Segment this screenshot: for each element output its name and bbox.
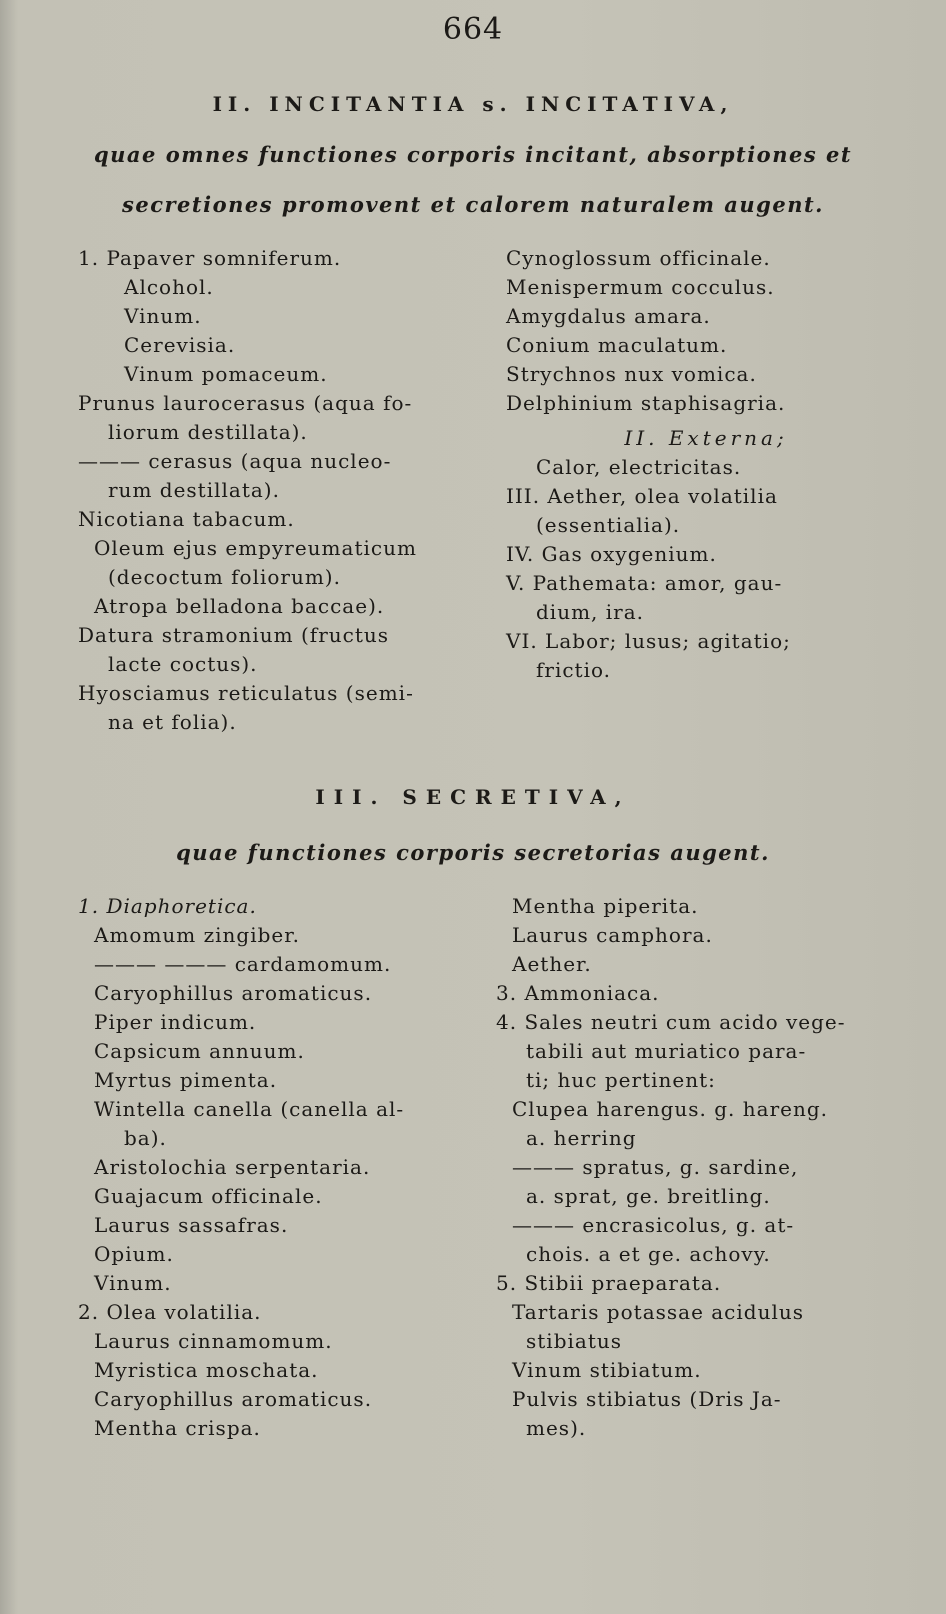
list-item: (decoctum foliorum). <box>108 565 341 589</box>
list-item: a. sprat, ge. breitling. <box>526 1184 771 1208</box>
list-item: Aether. <box>512 952 592 976</box>
list-item: Vinum. <box>124 304 202 328</box>
list-item: Opium. <box>94 1242 174 1266</box>
list-item: 2. Olea volatilia. <box>78 1300 262 1324</box>
list-item: Delphinium staphisagria. <box>506 391 786 415</box>
section-3-subtitle: quae functiones corporis secretorias augent. <box>176 840 770 865</box>
section-2-title: II. INCITANTIA s. INCITATIVA, <box>212 92 734 116</box>
list-item: Vinum stibiatum. <box>512 1358 702 1382</box>
list-item: ——— encrasicolus, g. at- <box>512 1213 795 1237</box>
list-item: liorum destillata). <box>108 420 308 444</box>
section-3-title: III. SECRETIVA, <box>315 785 631 809</box>
list-item: Piper indicum. <box>94 1010 257 1034</box>
list-item: dium, ira. <box>536 600 644 624</box>
page-number: 664 <box>442 12 504 47</box>
list-item: Nicotiana tabacum. <box>78 507 295 531</box>
list-item: IV. Gas oxygenium. <box>506 542 717 566</box>
list-item: Laurus sassafras. <box>94 1213 289 1237</box>
list-item: ti; huc pertinent: <box>526 1068 716 1092</box>
list-item: na et folia). <box>108 710 237 734</box>
list-item: Alcohol. <box>124 275 214 299</box>
list-item: Amygdalus amara. <box>506 304 711 328</box>
list-item: Cerevisia. <box>124 333 236 357</box>
list-item: Caryophillus aromaticus. <box>94 981 373 1005</box>
list-item: tabili aut muriatico para- <box>526 1039 807 1063</box>
list-item: (essentialia). <box>536 513 681 537</box>
list-item: Caryophillus aromaticus. <box>94 1387 373 1411</box>
list-item: Mentha piperita. <box>512 894 699 918</box>
list-item: ——— spratus, g. sardine, <box>512 1155 799 1179</box>
list-item: Wintella canella (canella al- <box>94 1097 405 1121</box>
list-item: ——— ——— cardamomum. <box>94 952 392 976</box>
list-item: Strychnos nux vomica. <box>506 362 757 386</box>
list-item: Laurus camphora. <box>512 923 713 947</box>
list-item: 1. Diaphoretica. <box>78 894 257 918</box>
list-item: Laurus cinnamomum. <box>94 1329 333 1353</box>
list-item: rum destillata). <box>108 478 280 502</box>
list-item: 5. Stibii praeparata. <box>496 1271 722 1295</box>
list-item: mes). <box>526 1416 587 1440</box>
list-item: V. Pathemata: amor, gau- <box>506 571 783 595</box>
list-item: Oleum ejus empyreumaticum <box>94 536 417 560</box>
section-2-subtitle-line1: quae omnes functiones corporis incitant, absorptiones et <box>93 142 853 167</box>
list-item: Tartaris potassae acidulus <box>512 1300 805 1324</box>
list-item: VI. Labor; lusus; agitatio; <box>506 629 791 653</box>
list-item: Conium maculatum. <box>506 333 728 357</box>
list-item: Myrtus pimenta. <box>94 1068 278 1092</box>
section-2-left-column <box>78 244 478 737</box>
list-item: Pulvis stibiatus (Dris Ja- <box>512 1387 782 1411</box>
list-item: Datura stramonium (fructus <box>78 623 390 647</box>
section-2-subtitle-line2: secretiones promovent et calorem naturalem augent. <box>122 192 824 217</box>
list-item: Cynoglossum officinale. <box>506 246 771 270</box>
subsection-heading-externa: II. Externa; <box>624 426 788 450</box>
list-item: lacte coctus). <box>108 652 258 676</box>
list-item: Prunus laurocerasus (aqua fo- <box>78 391 413 415</box>
section-2-right-column <box>506 244 906 685</box>
list-item: stibiatus <box>526 1329 623 1353</box>
section-3-right-column <box>496 892 916 1443</box>
list-item: Hyosciamus reticulatus (semi- <box>78 681 414 705</box>
list-item: a. herring <box>526 1126 637 1150</box>
list-item: Calor, electricitas. <box>536 455 742 479</box>
list-item: Amomum zingiber. <box>94 923 300 947</box>
list-item: ——— cerasus (aqua nucleo- <box>78 449 392 473</box>
list-item: 1. Papaver somniferum. <box>78 246 342 270</box>
list-item: Vinum. <box>94 1271 172 1295</box>
list-item: ba). <box>124 1126 167 1150</box>
list-item: Myristica moschata. <box>94 1358 319 1382</box>
list-item: 3. Ammoniaca. <box>496 981 660 1005</box>
list-item: Aristolochia serpentaria. <box>94 1155 371 1179</box>
list-item: Vinum pomaceum. <box>124 362 328 386</box>
list-item: Mentha crispa. <box>94 1416 261 1440</box>
list-item: Capsicum annuum. <box>94 1039 305 1063</box>
section-3-left-column <box>78 892 498 1443</box>
list-item: Atropa belladona baccae). <box>94 594 385 618</box>
list-item: III. Aether, olea volatilia <box>506 484 778 508</box>
list-item: Clupea harengus. g. hareng. <box>512 1097 829 1121</box>
list-item: Guajacum officinale. <box>94 1184 323 1208</box>
list-item: chois. a et ge. achovy. <box>526 1242 771 1266</box>
list-item: 4. Sales neutri cum acido vege- <box>496 1010 846 1034</box>
list-item: frictio. <box>536 658 612 682</box>
list-item: Menispermum cocculus. <box>506 275 775 299</box>
